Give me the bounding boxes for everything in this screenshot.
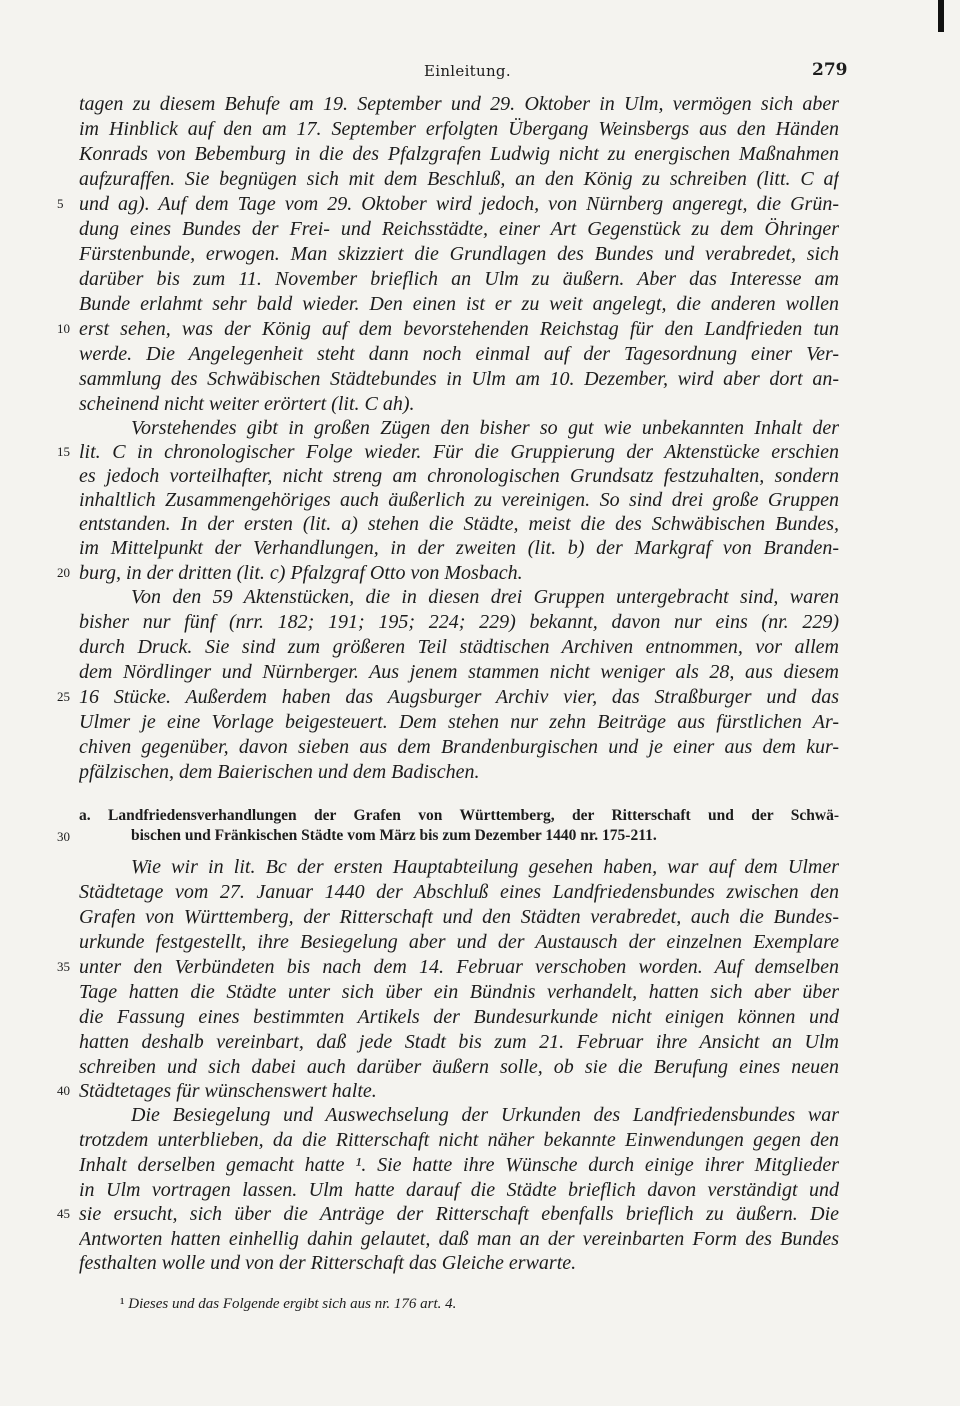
text-line: aufzuraffen. Sie begnügen sich mit dem Beschluß, an den König zu schreiben (litt. C af [79, 168, 839, 190]
line-number: 40 [57, 1083, 70, 1098]
text-line: die Fassung eines bestimmten Artikels der Bundesurkunde nicht einigen können und [79, 1006, 839, 1028]
text-line: Vorstehendes gibt in großen Zügen den bisher so gut wie unbekannten Inhalt der [131, 417, 839, 439]
text-line: festhalten wolle und von der Ritterschaft das Gleiche erwarte. [79, 1252, 577, 1274]
text-line: Fürstenbunde, erwogen. Man skizziert die Grundlagen des Bundes und verabredet, sich [79, 243, 839, 265]
text-line: lit. C in chronologischer Folge wieder. Für die Gruppierung der Aktenstücke erschien [79, 441, 839, 463]
text-line: erst sehen, was der König auf dem bevorstehenden Reichstag für den Landfrieden tun [79, 318, 839, 340]
text-line: durch Druck. Sie sind zum größeren Teil städtischen Archiven entnommen, vor allem [79, 636, 839, 658]
line-number: 20 [57, 565, 70, 580]
text-line: entstanden. In der ersten (lit. a) stehen die Städte, meist die des Schwäbischen Bundes, [79, 513, 839, 535]
text-line: inhaltlich Zusammengehöriges auch äußerlich zu vereinigen. So sind drei große Gruppen [79, 489, 839, 511]
text-line: bisher nur fünf (nrr. 182; 191; 195; 224; 229) bekannt, davon nur eins (nr. 229) [79, 611, 839, 633]
page-number: 279 [812, 60, 848, 80]
text-line: Inhalt derselben gemacht hatte ¹. Sie hatte ihre Wünsche durch einige ihrer Mitglieder [79, 1154, 839, 1176]
line-number: 15 [57, 444, 70, 459]
header-title: Einleitung. [424, 62, 511, 80]
text-line: und ag). Auf dem Tage vom 29. Oktober wird jedoch, von Nürnberg angeregt, die Grün- [79, 193, 839, 215]
text-line: Städtetages für wünschenswert halte. [79, 1080, 377, 1102]
text-line: urkunde festgestellt, ihre Besiegelung aber und der Austausch der einzelnen Exemplare [79, 931, 839, 953]
text-line: Tage hatten die Städte unter sich über ein Bündnis verhandelt, hatten sich aber über [79, 981, 839, 1003]
text-line: hatten deshalb vereinbart, daß jede Stadt bis zum 21. Februar ihre Ansicht an Ulm [79, 1031, 839, 1053]
text-line: Grafen von Württemberg, der Ritterschaft und den Städten verabredet, auch die Bundes- [79, 906, 839, 928]
text-line: Von den 59 Aktenstücken, die in diesen drei Gruppen untergebracht sind, waren [131, 586, 839, 608]
text-line: in Ulm vortragen lassen. Ulm hatte darauf die Städte brieflich davon verständigt und [79, 1179, 839, 1201]
text-line: im Hinblick auf den am 17. September erfolgten Übergang Weinsbergs aus den Händen [79, 118, 839, 140]
text-line: Konrads von Bebemburg in die des Pfalzgrafen Ludwig nicht zu energischen Maßnahmen [79, 143, 839, 165]
text-line: werde. Die Angelegenheit steht dann noch einmal auf der Tagesordnung einer Ver- [79, 343, 839, 365]
text-line: tagen zu diesem Behufe am 19. September und 29. Oktober in Ulm, vermögen sich aber [79, 93, 839, 115]
line-number: 45 [57, 1206, 70, 1221]
text-line: Ulmer je eine Vorlage beigesteuert. Dem stehen nur zehn Beiträge aus fürstlichen Ar- [79, 711, 839, 733]
section-heading: a. Landfriedensverhandlungen der Grafen von Württemberg, der Ritterschaft und der Schwä- [79, 807, 839, 824]
running-header [0, 58, 960, 88]
text-line: trotzdem unterblieben, da die Ritterschaft nicht näher bekannte Einwendungen gegen den [79, 1129, 839, 1151]
text-line: Bunde erlahmt sehr bald wieder. Den einen ist er zu weit angelegt, die anderen wollen [79, 293, 839, 315]
text-line: dung eines Bundes der Frei- und Reichsstädte, einer Art Gegenstück zu dem Öhringer [79, 218, 839, 240]
text-line: 16 Stücke. Außerdem haben das Augsburger Archiv vier, das Straßburger und das [79, 686, 839, 708]
text-line: Städtetage vom 27. Januar 1440 der Abschluß eines Landfriedensbundes zwischen den [79, 881, 839, 903]
text-line: sammlung des Schwäbischen Städtebundes in Ulm am 10. Dezember, wird aber dort an- [79, 368, 839, 390]
text-line: dem Nördlinger und Nürnberger. Aus jenem stammen nicht weniger als 28, aus diesem [79, 661, 839, 683]
line-number: 25 [57, 689, 70, 704]
text-line: pfälzischen, dem Baierischen und dem Badischen. [79, 761, 480, 783]
footnote [120, 1296, 456, 1313]
text-line: unter den Verbündeten bis nach dem 14. Februar verschoben worden. Auf demselben [79, 956, 839, 978]
text-line: schreiben und sich dabei auch darüber äußern solle, ob sie die Berufung eines neuen [79, 1056, 839, 1078]
line-number: 30 [57, 829, 70, 844]
text-line: burg, in der dritten (lit. c) Pfalzgraf Otto von Mosbach. [79, 562, 523, 584]
text-line: Antworten hatten einhellig dahin gelautet, daß man an der vereinbarten Form des Bundes [79, 1228, 839, 1250]
line-number: 35 [57, 959, 70, 974]
text-line: im Mittelpunkt der Verhandlungen, in der zweiten (lit. b) der Markgraf von Branden- [79, 537, 839, 559]
line-number: 10 [57, 321, 70, 336]
line-number: 5 [57, 196, 64, 211]
footnote-marker: ¹ [120, 1296, 125, 1312]
text-line: es jedoch vorteilhafter, nicht streng am chronologischen Grundsatz festzuhalten, sondern [79, 465, 839, 487]
text-line: scheinend nicht weiter erörtert (lit. C ah). [79, 393, 415, 415]
text-line: darüber bis zum 11. November brieflich an Ulm zu äußern. Aber das Interesse am [79, 268, 839, 290]
text-line: chiven gegenüber, davon sieben aus dem Brandenburgischen und je einer aus dem kur- [79, 736, 839, 758]
text-line: sie ersucht, sich über die Anträge der Ritterschaft ebenfalls brieflich zu äußern. Die [79, 1203, 839, 1225]
text-line: Wie wir in lit. Bc der ersten Hauptabteilung gesehen haben, war auf dem Ulmer [131, 856, 839, 878]
footnote-text: Dieses und das Folgende ergibt sich aus nr. 176 art. 4. [128, 1296, 457, 1312]
text-line: Die Besiegelung und Auswechselung der Urkunden des Landfriedensbundes war [131, 1104, 839, 1126]
section-heading-continued: bischen und Fränkischen Städte vom März bis zum Dezember 1440 nr. 175-211. [131, 827, 657, 844]
scan-margin-mark [938, 0, 944, 32]
